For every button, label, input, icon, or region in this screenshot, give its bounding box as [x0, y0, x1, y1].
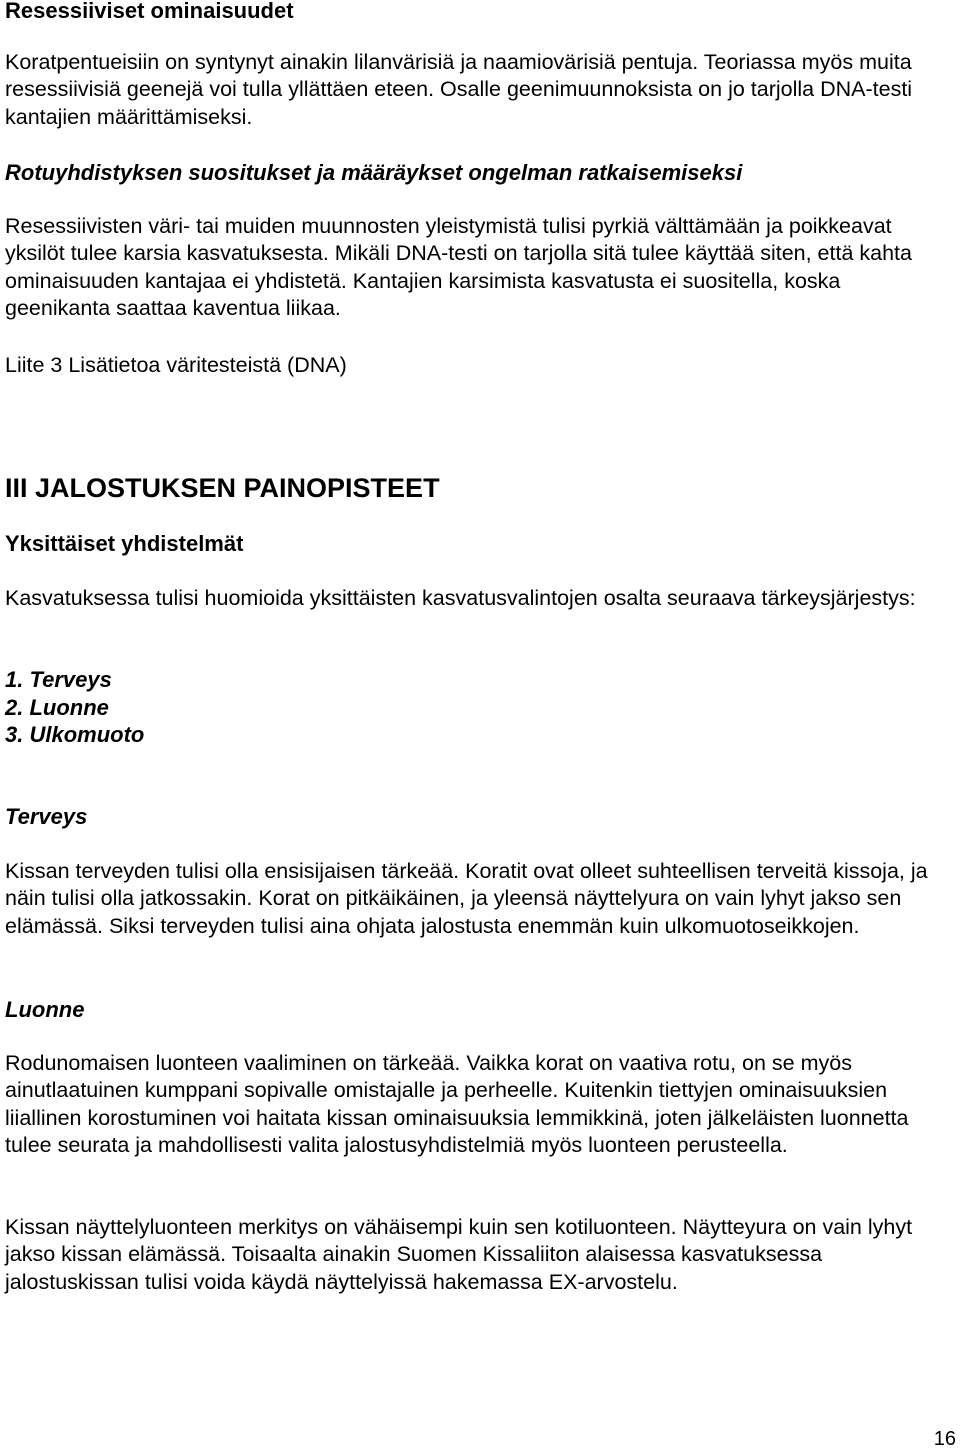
list-item: 3. Ulkomuoto	[5, 722, 145, 747]
list-item: 2. Luonne	[5, 694, 109, 720]
paragraph-terveys: Kissan terveyden tulisi olla ensisijaisen tärkeää. Koratit ovat olleet suhteellisen terveitä kissoja, ja näin tulisi olla jatkossakin. Korat on pitkäikäinen, ja yleensä näyttelyura on vain lyhyt jakso sen elämässä. Siksi terveyden tulisi aina ohjata jalostusta enemmän kuin ulkomuotoseikkojen.	[5, 859, 928, 938]
page-number: 16	[933, 1428, 956, 1450]
section-heading-luonne: Luonne	[5, 997, 85, 1022]
section-heading-rotuyhdistys: Rotuyhdistyksen suositukset ja määräykset ongelman ratkaisemiseksi	[5, 160, 743, 185]
appendix-reference: Liite 3 Lisätietoa väritesteistä (DNA)	[5, 353, 347, 377]
section-heading-yksittaiset: Yksittäiset yhdistelmät	[5, 531, 244, 556]
section-heading-resessiiviset: Resessiiviset ominaisuudet	[5, 0, 294, 23]
priority-list	[5, 666, 950, 749]
paragraph-rotuyhdistys: Resessiivisten väri- tai muiden muunnosten yleistymistä tulisi pyrkiä välttämään ja poikkeavat yksilöt tulee karsia kasvatuksesta. Mikäli DNA-testi on tarjolla sitä tulee käyttää siten, että kahta ominaisuuden kantajaa ei yhdistetä. Kantajien karsimista kasvatusta ei suositella, koska geenikanta saattaa kaventua liikaa.	[5, 214, 912, 321]
paragraph-luonne-2: Kissan näyttelyluonteen merkitys on vähäisempi kuin sen kotiluonteen. Näytteyura on vain lyhyt jakso kissan elämässä. Toisaalta ainakin Suomen Kissaliiton alaisessa kasvatuksessa jalostuskissan tulisi voida käydä näyttelyissä hakemassa EX-arvostelu.	[5, 1215, 913, 1294]
paragraph-yksittaiset: Kasvatuksessa tulisi huomioida yksittäisten kasvatusvalintojen osalta seuraava tärkeysjärjestys:	[5, 586, 916, 610]
section-heading-terveys: Terveys	[5, 804, 88, 829]
paragraph-luonne-1: Rodunomaisen luonteen vaaliminen on tärkeää. Vaikka korat on vaativa rotu, on se myös ainutlaatuinen kumppani sopivalle omistajalle ja perheelle. Kuitenkin tiettyjen ominaisuuksien liiallinen korostuminen voi haitata kissan ominaisuuksia lemmikkinä, joten jälkeläisten luonnetta tulee seurata ja mahdollisesti valita jalostusyhdistelmiä myös luonteen perusteella.	[5, 1051, 909, 1158]
paragraph-resessiiviset: Koratpentueisiin on syntynyt ainakin lilanvärisiä ja naamiovärisiä pentuja. Teoriassa myös muita resessiivisiä geenejä voi tulla yllättäen eteen. Osalle geenimuunnoksista on jo tarjolla DNA-testi kantajien määrittämiseksi.	[5, 50, 913, 129]
main-heading: III JALOSTUKSEN PAINOPISTEET	[5, 473, 440, 503]
list-item: 1. Terveys	[5, 667, 112, 692]
